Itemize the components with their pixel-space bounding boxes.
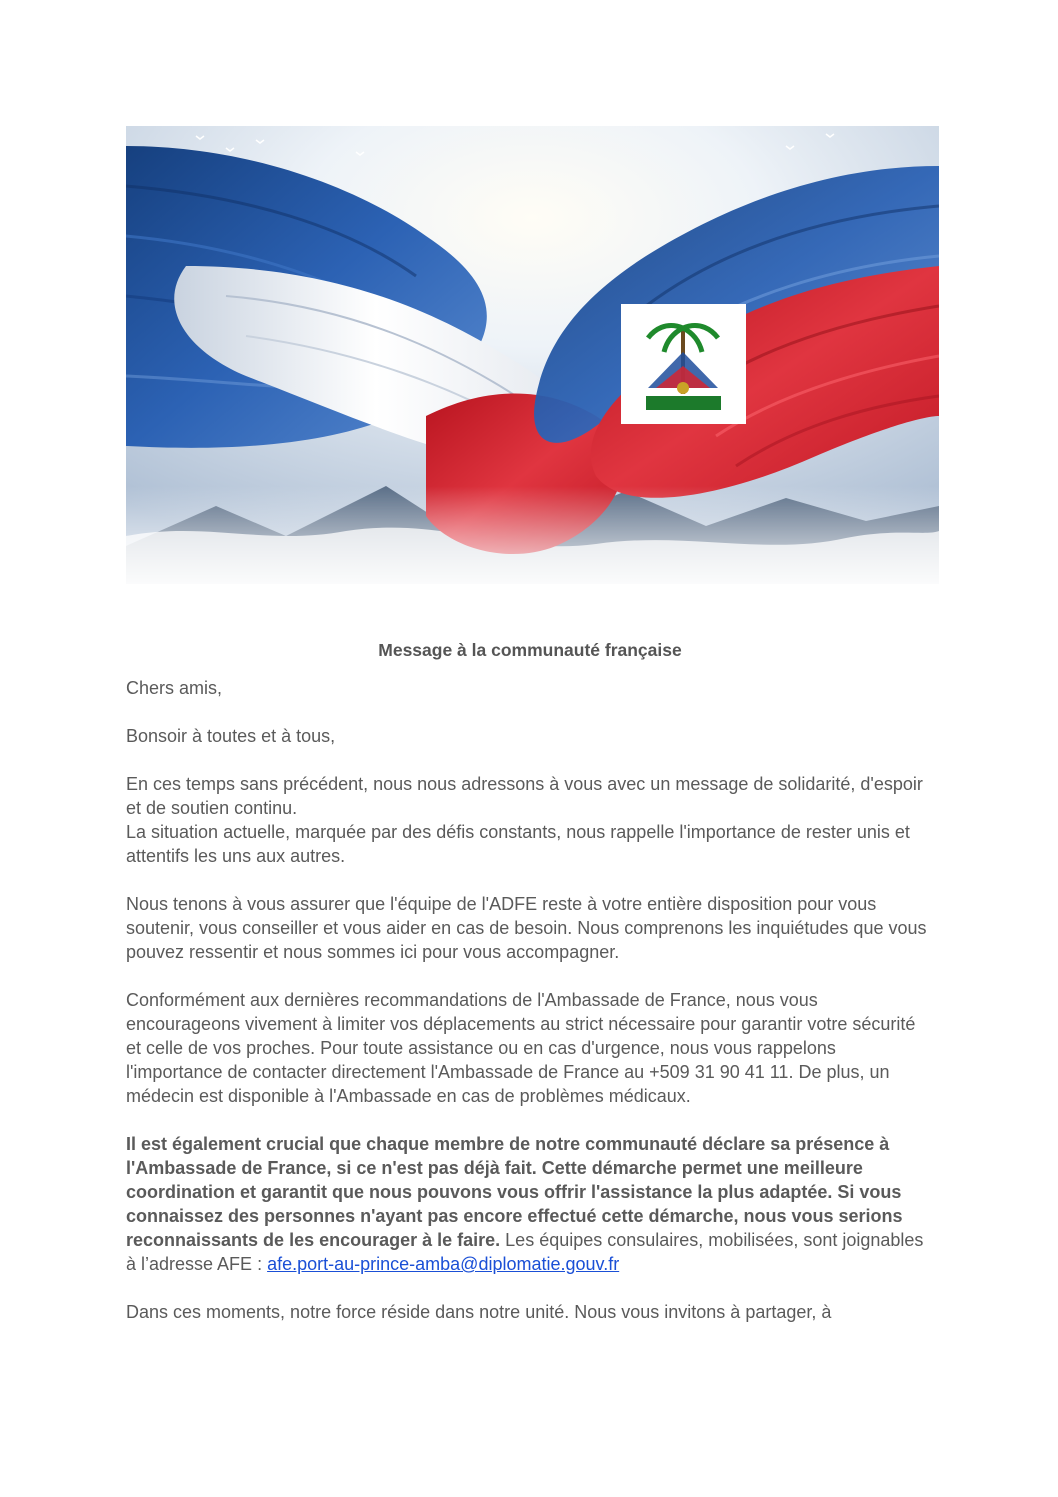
paragraph-solidarity: En ces temps sans précédent, nous nous adressons à vous avec un message de solidarité, d'espoir et de soutien continu. xyxy=(126,774,923,818)
paragraph-unity: Dans ces moments, notre force réside dans notre unité. Nous vous invitons à partager, à xyxy=(126,1302,832,1322)
paragraph-situation: La situation actuelle, marquée par des défis constants, nous rappelle l'importance de rester unis et attentifs les uns aux autres. xyxy=(126,822,910,866)
greeting-paragraph: Chers amis, xyxy=(126,678,223,698)
letter-body xyxy=(126,638,934,1348)
email-link[interactable]: afe.port-au-prince-amba@diplomatie.gouv.fr xyxy=(267,1254,620,1274)
hero-image xyxy=(126,126,939,584)
greeting-paragraph: Bonsoir à toutes et à tous, xyxy=(126,726,336,746)
page-title: Message à la communauté française xyxy=(378,640,682,660)
haiti-coat-of-arms xyxy=(621,304,746,424)
registration-plain-text: Les équipes consulaires, mobilisées, sont joignables à l’adresse AFE : xyxy=(126,1230,924,1274)
paragraph-adfe-team: Nous tenons à vous assurer que l'équipe de l'ADFE reste à votre entière disposition pour vous soutenir, vous conseiller et vous aider en cas de besoin. Nous comprenons les inquiétudes que vous pouvez ressentir et nous sommes ici pour vous accompagner. xyxy=(126,894,927,962)
registration-bold-text: Il est également crucial que chaque membre de notre communauté déclare sa présence à l'Ambassade de France, si ce n'est pas déjà fait. Cette démarche permet une meilleure coordination et garantit que nous pouvons vous offrir l'assistance la plus adaptée. Si vous connaissez des personnes n'ayant pas encore effectué cette démarche, nous vous serions reconnaissants de les encourager à le faire. xyxy=(126,1134,903,1250)
flags-illustration xyxy=(126,126,939,584)
paragraph-registration xyxy=(126,1132,934,1276)
paragraph-recommendations: Conformément aux dernières recommandations de l'Ambassade de France, nous vous encourageons vivement à limiter vos déplacements au strict nécessaire pour garantir votre sécurité et celle de vos proches. Pour toute assistance ou en cas d'urgence, nous vous rappelons l'importance de contacter directement l'Ambassade de France au +509 31 90 41 11. De plus, un médecin est disponible à l'Ambassade en cas de problèmes médicaux. xyxy=(126,990,916,1106)
